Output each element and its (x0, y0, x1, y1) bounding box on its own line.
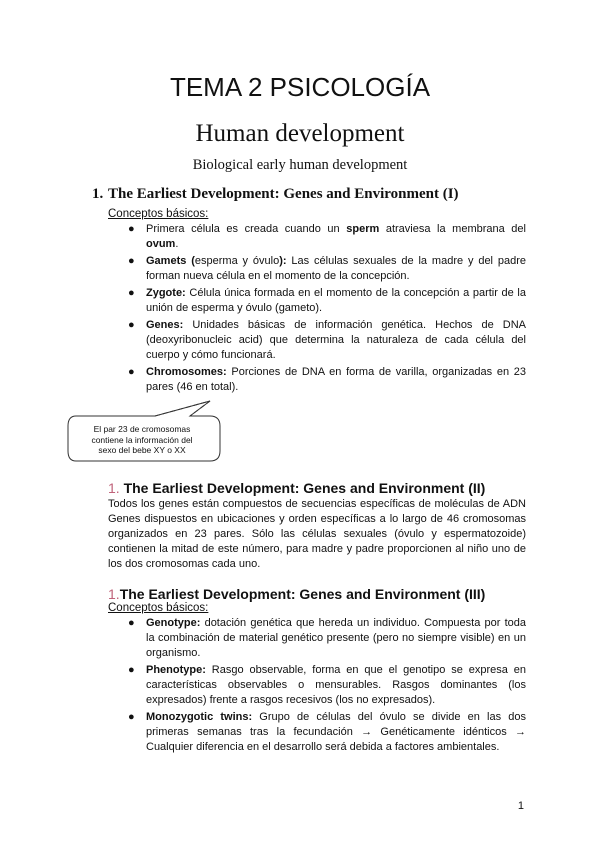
item-text: atraviesa la membrana del (379, 223, 526, 235)
list-item (128, 663, 526, 708)
section1-number: 1. (92, 186, 104, 202)
bullet-icon: ● (128, 287, 135, 299)
section2-heading (108, 480, 485, 496)
list-item (128, 286, 526, 316)
item-text: esperma y óvulo (194, 255, 280, 267)
section3-number: 1. (108, 586, 120, 602)
item-term: ): (279, 255, 287, 267)
callout-text (72, 424, 212, 456)
document-title: TEMA 2 PSICOLOGÍA (169, 72, 431, 102)
bullet-icon: ● (128, 319, 135, 331)
section1-list (128, 222, 526, 397)
section3-concepts-label: Conceptos básicos: (108, 602, 209, 614)
document-subsubtitle: Biological early human development (192, 157, 408, 173)
bullet-icon: ● (128, 664, 135, 676)
item-text: dotación genética que hereda un individuo. Compuesta por toda la combinación de material genético presente (pero no siempre visible) en un organismo. (146, 617, 526, 659)
bullet-icon: ● (128, 255, 135, 267)
bullet-icon: ● (128, 711, 135, 723)
section1-heading (92, 186, 459, 203)
item-text: . (175, 238, 179, 250)
item-term: Genes: (146, 319, 184, 331)
item-text: Célula única formada en el momento de la concepción a partir de la unión de esperma y óvulo (gameto). (146, 287, 526, 314)
list-item (128, 365, 526, 395)
callout-line: El par 23 de cromosomas (93, 424, 191, 434)
list-item (128, 318, 526, 363)
list-item (128, 222, 526, 252)
section2-heading-text: The Earliest Development: Genes and Environment (II) (119, 480, 486, 496)
section3-list (128, 616, 526, 757)
bullet-icon: ● (128, 366, 135, 378)
item-bold: sperm (346, 223, 380, 235)
section1-concepts-label: Conceptos básicos: (108, 208, 209, 220)
bullet-icon: ● (128, 223, 135, 235)
list-item (128, 254, 526, 284)
item-term: Phenotype: (146, 664, 206, 676)
bullet-icon: ● (128, 617, 135, 629)
item-text: Grupo de células del óvulo se divide en las dos primeras semanas tras la fecundación → Genéticamente idénticos → Cualquier diferencia en el desarrollo será debida a factores ambientales. (146, 711, 526, 753)
item-text: Rasgo observable, forma en que el genotipo se expresa en características observables o mensurables. Rasgos dominantes (los expresados) frente a rasgos recesivos (los no expresados). (146, 664, 526, 706)
item-text: Primera célula es creada cuando un (146, 223, 347, 235)
item-text: Porciones de DNA en forma de varilla, organizadas en 23 pares (46 en total). (146, 366, 526, 393)
item-text: Las células sexuales de la madre y del padre forman nueva célula en el momento de la concepción. (146, 255, 526, 282)
page-number: 1 (517, 800, 524, 812)
callout-line: contiene la información del (91, 434, 193, 445)
section2-number: 1. (108, 480, 120, 496)
section2-paragraph: Todos los genes están compuestos de secuencias específicas de moléculas de ADN Genes dispuestos en ubicaciones y orden específicas a lo largo de 46 cromosomas organizados en 23 pares. Sólo las células sexuales (óvulo y espermatozoide) contienen la mitad de este número, para madre y padre proporcionen al niño uno de los dos cromosomas cada uno. (108, 498, 526, 570)
item-bold: ovum (146, 238, 176, 250)
document-subtitle: Human development (195, 120, 405, 147)
item-term: Monozygotic twins: (146, 711, 253, 723)
item-term: Genotype: (146, 617, 201, 629)
callout-line: sexo del bebe XY o XX (98, 445, 186, 455)
item-term: Gamets ( (146, 255, 195, 267)
section3-heading (108, 586, 485, 602)
item-term: Zygote: (146, 287, 186, 299)
section3-heading-text: The Earliest Development: Genes and Environment (III) (119, 586, 486, 602)
list-item (128, 616, 526, 661)
item-term: Chromosomes: (146, 366, 227, 378)
list-item (128, 710, 526, 755)
item-text: Unidades básicas de información genética. Hechos de DNA (deoxyribonucleic acid) que determina la naturaleza de cada célula del cuerpo y cómo funcionará. (146, 319, 526, 361)
section1-heading-text: The Earliest Development: Genes and Environment (I) (108, 186, 459, 202)
